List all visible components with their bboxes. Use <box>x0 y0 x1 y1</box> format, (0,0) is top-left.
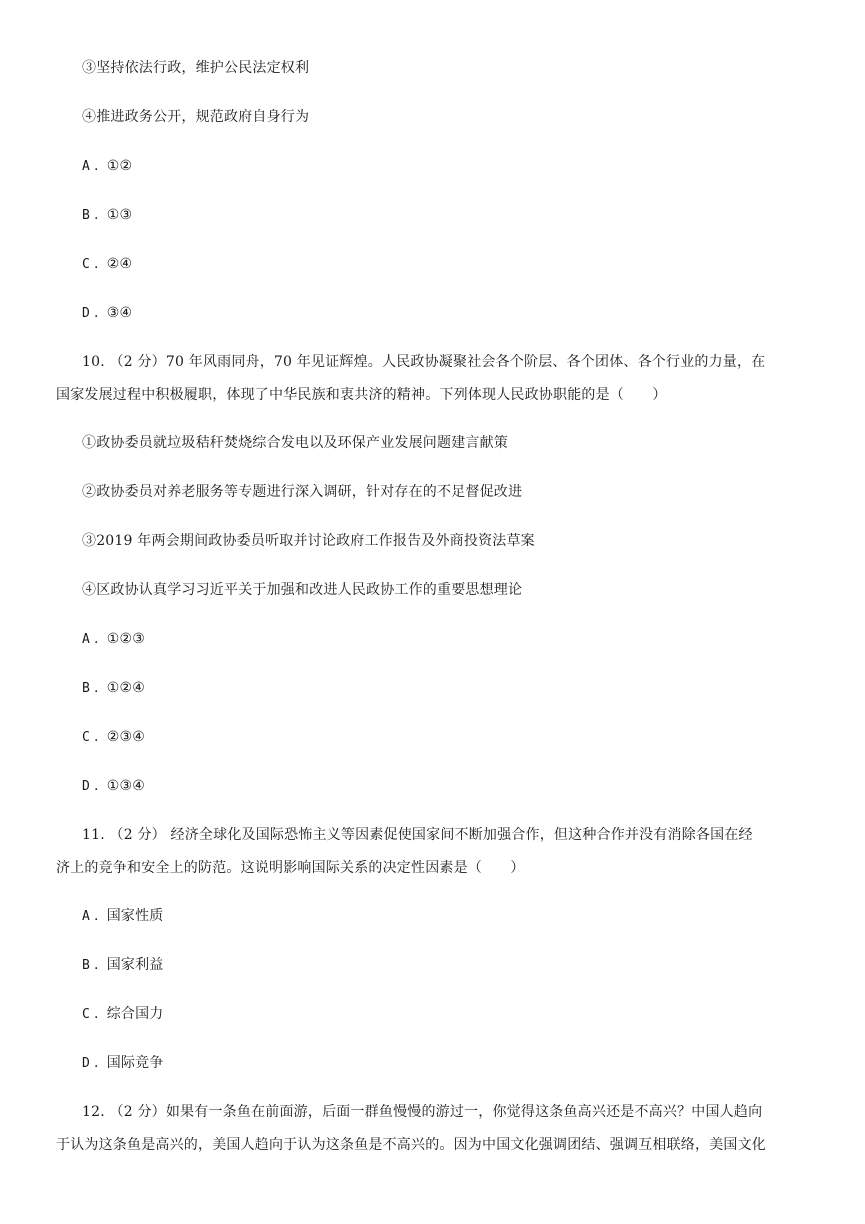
q12-stem-line-2: 于认为这条鱼是高兴的，美国人趋向于认为这条鱼是不高兴的。因为中国文化强调团结、强调互相联络，美国文化 <box>56 1137 766 1153</box>
option-letter: C <box>82 730 91 745</box>
option-text: ①②③ <box>106 631 145 647</box>
q10-statement-1: ①政协委员就垃圾秸秆焚烧综合发电以及环保产业发展问题建言献策 <box>82 435 508 451</box>
option-text: ①③④ <box>106 778 145 794</box>
option-text: 国际竞争 <box>106 1055 164 1071</box>
option-letter: A <box>82 632 91 647</box>
q10-statement-2: ②政协委员对养老服务等专题进行深入调研，针对存在的不足督促改进 <box>82 484 523 500</box>
option-letter: A <box>82 159 91 174</box>
option-letter: D <box>82 779 91 794</box>
q11-stem-line-2: 济上的竞争和安全上的防范。这说明影响国际关系的决定性因素是（ ） <box>56 860 525 876</box>
option-letter: C <box>82 1007 91 1022</box>
q9-option-b[interactable]: B . ①③ <box>82 205 132 226</box>
option-letter: A <box>82 909 91 924</box>
q11-option-d[interactable]: D . 国际竞争 <box>82 1053 164 1074</box>
option-text: 国家利益 <box>106 957 164 973</box>
option-text: ①②④ <box>106 680 145 696</box>
q10-stem-line-2: 国家发展过程中积极履职，体现了中华民族和衷共济的精神。下列体现人民政协职能的是（ ） <box>56 387 667 403</box>
option-letter: B <box>82 681 91 696</box>
option-letter: B <box>82 958 91 973</box>
option-text: ①② <box>106 158 133 174</box>
option-text: 国家性质 <box>106 908 164 924</box>
q9-option-a[interactable]: A . ①② <box>82 156 132 177</box>
q9-statement-3: ③坚持依法行政，维护公民法定权利 <box>82 60 310 76</box>
option-letter: D <box>82 1056 91 1071</box>
q10-statement-4: ④区政协认真学习习近平关于加强和改进人民政协工作的重要思想理论 <box>82 582 523 598</box>
q11-option-b[interactable]: B . 国家利益 <box>82 955 164 976</box>
q11-option-a[interactable]: A . 国家性质 <box>82 906 164 927</box>
q10-option-d[interactable]: D . ①③④ <box>82 776 145 797</box>
q10-option-b[interactable]: B . ①②④ <box>82 678 145 699</box>
option-text: ③④ <box>106 305 133 321</box>
option-text: ②③④ <box>106 729 145 745</box>
q10-option-a[interactable]: A . ①②③ <box>82 629 145 650</box>
q10-option-c[interactable]: C . ②③④ <box>82 727 145 748</box>
q10-stem-line-1: 10. （2 分）70 年风雨同舟，70 年见证辉煌。人民政协凝聚社会各个阶层、各个团体、各个行业的力量，在 <box>82 354 766 370</box>
q9-option-c[interactable]: C . ②④ <box>82 254 132 275</box>
option-letter: B <box>82 208 91 223</box>
q12-stem-line-1: 12. （2 分）如果有一条鱼在前面游，后面一群鱼慢慢的游过一，你觉得这条鱼高兴还是不高兴？中国人趋向 <box>82 1104 763 1120</box>
option-text: ①③ <box>106 207 133 223</box>
option-letter: D <box>82 306 91 321</box>
q9-option-d[interactable]: D . ③④ <box>82 303 132 324</box>
option-text: 综合国力 <box>106 1006 164 1022</box>
q10-statement-3: ③2019 年两会期间政协委员听取并讨论政府工作报告及外商投资法草案 <box>82 533 535 549</box>
option-text: ②④ <box>106 256 133 272</box>
option-letter: C <box>82 257 91 272</box>
q11-stem-line-1: 11. （2 分） 经济全球化及国际恐怖主义等因素促使国家间不断加强合作，但这种合作并没有消除各国在经 <box>82 827 753 843</box>
q9-statement-4: ④推进政务公开，规范政府自身行为 <box>82 109 310 125</box>
q11-option-c[interactable]: C . 综合国力 <box>82 1004 164 1025</box>
